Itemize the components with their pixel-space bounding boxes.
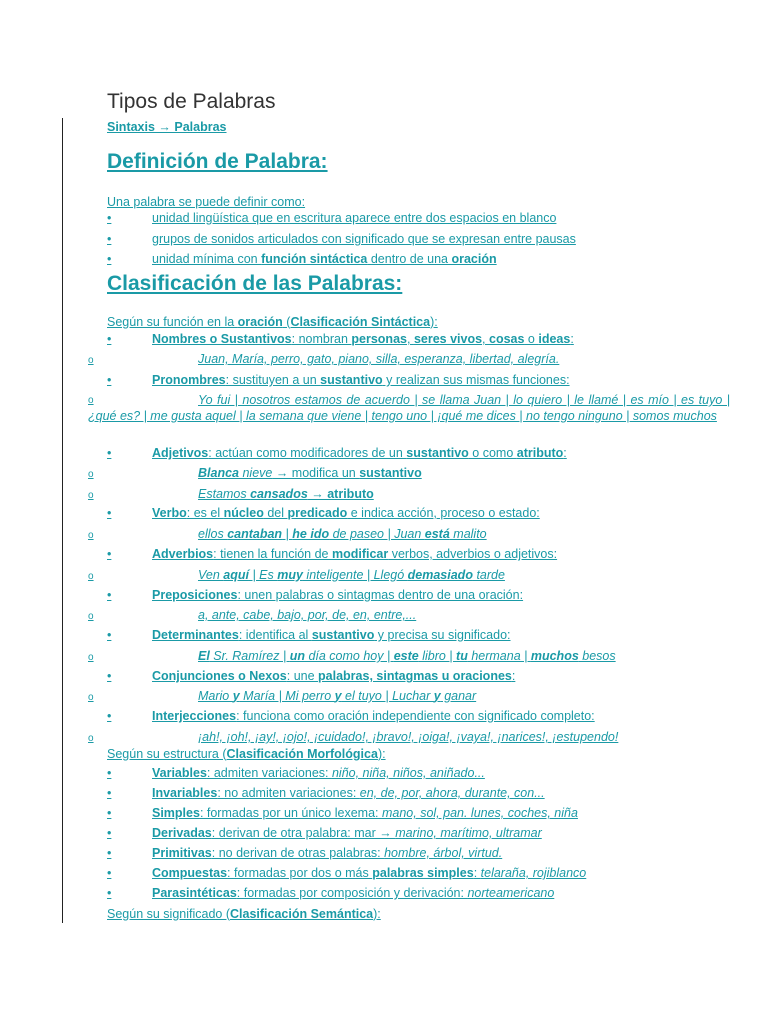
text: día como hoy | xyxy=(304,649,394,663)
text: el tuyo | Luchar xyxy=(341,689,434,703)
sub-bullet: o xyxy=(88,355,94,366)
text: El xyxy=(198,649,210,663)
item-preposiciones[interactable] xyxy=(152,587,523,603)
text: , xyxy=(406,332,414,346)
bullet: • xyxy=(107,709,112,723)
text: predicado xyxy=(287,506,348,520)
text: María | Mi perro xyxy=(239,689,335,703)
item-verbo[interactable] xyxy=(152,505,540,521)
text: Adverbios xyxy=(152,547,214,561)
bullet: • xyxy=(107,446,112,460)
text: e indica acción, proceso o estado: xyxy=(347,506,540,520)
text: Según su estructura ( xyxy=(107,747,227,761)
text: , xyxy=(482,332,489,346)
text: : admiten variaciones: xyxy=(206,766,332,780)
item-parasinteticas[interactable] xyxy=(152,885,554,901)
text: núcleo xyxy=(223,506,264,520)
text: Blanca xyxy=(198,466,239,480)
text: Parasintéticas xyxy=(152,886,237,900)
text: Derivadas xyxy=(152,826,212,840)
text: función sintáctica xyxy=(261,252,368,266)
bullet: • xyxy=(107,211,112,225)
text: unidad mínima con xyxy=(152,252,262,266)
heading-definicion[interactable]: Definición de Palabra: xyxy=(107,150,328,173)
text: : une xyxy=(286,669,319,683)
text: está xyxy=(424,527,450,541)
text: Primitivas xyxy=(152,846,212,860)
item-simples[interactable] xyxy=(152,805,578,821)
example-preposiciones[interactable]: a, ante, cabe, bajo, por, de, en, entre,... xyxy=(198,608,417,622)
text: niño, niña, niños, aniñado... xyxy=(331,766,485,780)
text: ganar xyxy=(440,689,477,703)
text: aquí xyxy=(223,568,249,582)
item-determinantes[interactable] xyxy=(152,627,511,643)
text: y xyxy=(433,689,441,703)
bullet: • xyxy=(107,232,112,246)
text: Variables xyxy=(152,766,207,780)
text: libro | xyxy=(418,649,457,663)
text: ideas xyxy=(538,332,571,346)
example-pronombres[interactable]: Yo fui | nosotros estamos de acuerdo | se llama Juan | lo quiero | le llamé | es mío | es tuyo | ¿qué es? | me gusta aquel | la semana que viene | tengo uno | ¡qué me dices | no tengo ninguno | somos muchos xyxy=(88,393,730,423)
text: malito xyxy=(449,527,487,541)
text: : xyxy=(473,866,481,880)
text: del xyxy=(263,506,288,520)
def-item-3[interactable] xyxy=(152,251,497,267)
text: tarde xyxy=(472,568,505,582)
text: Determinantes xyxy=(152,628,239,642)
text: norteamericano xyxy=(467,886,555,900)
text: Clasificación Sintáctica xyxy=(290,315,431,329)
text: Conjunciones o Nexos xyxy=(152,669,287,683)
heading-clasificacion[interactable]: Clasificación de las Palabras: xyxy=(107,272,403,295)
text: hermana | xyxy=(467,649,531,663)
text: palabras, sintagmas u oraciones xyxy=(318,669,512,683)
estructura-intro[interactable] xyxy=(107,746,386,762)
funcion-intro[interactable] xyxy=(107,314,438,330)
item-primitivas[interactable] xyxy=(152,845,502,861)
text: telaraña, rojiblanco xyxy=(480,866,587,880)
text: Interjecciones xyxy=(152,709,237,723)
bullet: • xyxy=(107,506,112,520)
text: : xyxy=(511,669,516,683)
text: en, de, por, ahora, durante, con... xyxy=(359,786,545,800)
item-interjecciones[interactable] xyxy=(152,708,595,724)
bullet: • xyxy=(107,766,112,780)
text: Según su función en la xyxy=(107,315,238,329)
bullet: • xyxy=(107,846,112,860)
text: he ido xyxy=(292,527,330,541)
text: Sr. Ramírez | xyxy=(209,649,290,663)
text: : formadas por composición y derivación: xyxy=(236,886,468,900)
page-title: Tipos de Palabras xyxy=(107,90,276,113)
sub-bullet: o xyxy=(88,395,94,406)
bullet: • xyxy=(107,806,112,820)
text: o xyxy=(524,332,539,346)
text: verbos, adverbios o adjetivos: xyxy=(388,547,558,561)
text: este xyxy=(393,649,419,663)
text: y precisa su significado: xyxy=(374,628,511,642)
text: : formadas por un único lexema: xyxy=(199,806,382,820)
text: oración xyxy=(237,315,283,329)
example-interjecciones[interactable]: ¡ah!, ¡oh!, ¡ay!, ¡ojo!, ¡cuidado!, ¡bravo!, ¡oiga!, ¡vaya!, ¡narices!, ¡estupendo! xyxy=(198,730,619,744)
text: sustantivo xyxy=(311,628,375,642)
bullet: • xyxy=(107,252,112,266)
sub-bullet: o xyxy=(88,692,94,703)
text: un xyxy=(289,649,305,663)
text: oración xyxy=(451,252,497,266)
bullet: • xyxy=(107,669,112,683)
text: Ven xyxy=(198,568,224,582)
text: Pronombres xyxy=(152,373,226,387)
text: Mario xyxy=(198,689,233,703)
text: y xyxy=(334,689,342,703)
item-compuestas[interactable] xyxy=(152,865,586,881)
text: muy xyxy=(277,568,303,582)
text: nieve xyxy=(239,466,273,480)
text: | xyxy=(282,527,293,541)
item-pronombres[interactable] xyxy=(152,372,570,388)
text: Estamos xyxy=(198,487,251,501)
text: seres vivos xyxy=(413,332,483,346)
text: : funciona como oración independiente con significado completo: xyxy=(236,709,595,723)
text: : sustituyen a un xyxy=(225,373,321,387)
text: demasiado xyxy=(407,568,473,582)
text: : unen palabras o sintagmas dentro de una oración: xyxy=(237,588,524,602)
item-adverbios[interactable] xyxy=(152,546,557,562)
text: ): xyxy=(373,907,381,921)
text: dentro de una xyxy=(367,252,452,266)
text: muchos xyxy=(530,649,579,663)
bullet: • xyxy=(107,886,112,900)
text: → atributo xyxy=(307,487,374,501)
sub-bullet: o xyxy=(88,571,94,582)
bullet: • xyxy=(107,866,112,880)
bullet: • xyxy=(107,547,112,561)
example-adjetivos-1[interactable] xyxy=(198,465,422,481)
sub-bullet: o xyxy=(88,652,94,663)
example-conjunciones[interactable] xyxy=(198,688,476,704)
text: : identifica al xyxy=(238,628,312,642)
text: marino, marítimo, ultramar xyxy=(395,826,542,840)
text: sustantivo xyxy=(320,373,383,387)
bullet: • xyxy=(107,628,112,642)
text: Invariables xyxy=(152,786,218,800)
text: Preposiciones xyxy=(152,588,238,602)
text: ): xyxy=(430,315,438,329)
bullet: • xyxy=(107,786,112,800)
text: → modifica un xyxy=(272,466,360,480)
text: sustantivo xyxy=(359,466,422,480)
text: Verbo xyxy=(152,506,187,520)
text: | Es xyxy=(248,568,278,582)
bullet: • xyxy=(107,826,112,840)
text: : formadas por dos o más xyxy=(227,866,373,880)
text: atributo xyxy=(516,446,564,460)
text: : es el xyxy=(186,506,224,520)
item-derivadas[interactable] xyxy=(152,825,542,841)
text: : xyxy=(570,332,574,346)
bullet: • xyxy=(107,332,112,346)
text: tu xyxy=(456,649,468,663)
text: Nombres o Sustantivos xyxy=(152,332,292,346)
text: palabras simples xyxy=(372,866,474,880)
text: o como xyxy=(468,446,517,460)
text: : no derivan de otras palabras: xyxy=(211,846,385,860)
item-adjetivos[interactable] xyxy=(152,445,567,461)
text: : tienen la función de xyxy=(213,547,332,561)
breadcrumb-link[interactable]: Sintaxis → Palabras xyxy=(107,120,227,134)
example-nombres[interactable]: Juan, María, perro, gato, piano, silla, esperanza, libertad, alegría. xyxy=(198,352,560,366)
text: : xyxy=(563,446,567,460)
sub-bullet: o xyxy=(88,611,94,622)
text: ( xyxy=(282,315,291,329)
text: ellos xyxy=(198,527,228,541)
example-determinantes[interactable] xyxy=(198,648,616,664)
text: y realizan sus mismas funciones: xyxy=(382,373,570,387)
example-adjetivos-2[interactable] xyxy=(198,486,374,502)
def-intro[interactable]: Una palabra se puede definir como: xyxy=(107,195,306,209)
text: ): xyxy=(377,747,386,761)
bullet: • xyxy=(107,588,112,602)
text: Clasificación Morfológica xyxy=(226,747,378,761)
margin-rule xyxy=(62,118,63,923)
text: : no admiten variaciones: xyxy=(217,786,360,800)
text: Clasificación Semántica xyxy=(230,907,374,921)
text: Según su significado ( xyxy=(107,907,230,921)
text: cantaban xyxy=(227,527,283,541)
text: y xyxy=(232,689,240,703)
text: Compuestas xyxy=(152,866,228,880)
example-verbo[interactable] xyxy=(198,526,487,542)
text: mano, sol, pan. lunes, coches, niña xyxy=(381,806,578,820)
text: personas xyxy=(351,332,407,346)
text: cosas xyxy=(489,332,525,346)
text: cansados xyxy=(250,487,308,501)
text: hombre, árbol, virtud. xyxy=(384,846,503,860)
sub-bullet: o xyxy=(88,490,94,501)
text: Simples xyxy=(152,806,200,820)
significado-intro[interactable] xyxy=(107,906,381,922)
sub-bullet: o xyxy=(88,733,94,744)
text: : nombran xyxy=(291,332,352,346)
text: de paseo | Juan xyxy=(329,527,425,541)
text: : actúan como modificadores de un xyxy=(208,446,407,460)
text: besos xyxy=(578,649,616,663)
text: sustantivo xyxy=(406,446,469,460)
text: Adjetivos xyxy=(152,446,209,460)
text: : derivan de otra palabra: mar → xyxy=(211,826,396,840)
item-conjunciones[interactable] xyxy=(152,668,515,684)
item-variables[interactable] xyxy=(152,765,485,781)
bullet: • xyxy=(107,373,112,387)
sub-bullet: o xyxy=(88,469,94,480)
text: inteligente | Llegó xyxy=(302,568,408,582)
def-item-2[interactable]: grupos de sonidos articulados con significado que se expresan entre pausas xyxy=(152,232,576,246)
item-nombres[interactable] xyxy=(152,331,574,347)
sub-bullet: o xyxy=(88,530,94,541)
item-invariables[interactable] xyxy=(152,785,545,801)
example-adverbios[interactable] xyxy=(198,567,505,583)
def-item-1[interactable]: unidad lingüística que en escritura aparece entre dos espacios en blanco xyxy=(152,211,557,225)
text: modificar xyxy=(331,547,389,561)
